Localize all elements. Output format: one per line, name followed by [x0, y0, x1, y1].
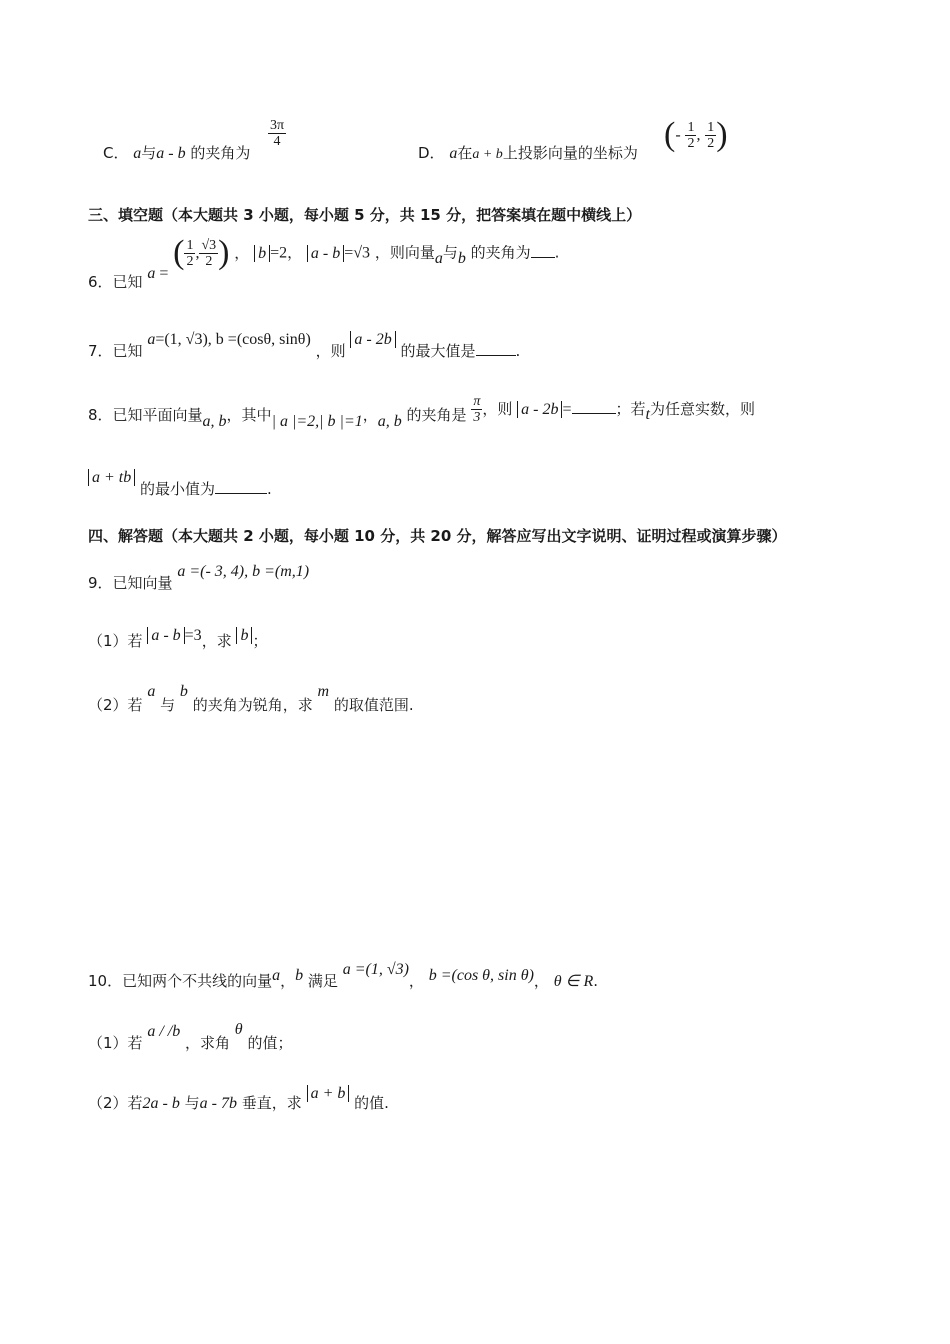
question-7: 7．已知 a=(1, √3), b =(cosθ, sinθ) ，则 a - 2b 的最大值是 . — [88, 331, 521, 360]
answer-blank-7[interactable] — [476, 341, 516, 356]
option-d[interactable]: D． a在a + b上投影向量的坐标为 — [418, 144, 638, 162]
question-8: 8．已知平面向量a, b，其中| a |=2,| b |=1，a, b 的夹角是 $\frac{\pi}{3}$ ，则 a - 2b = ；若t为任意实数，则 — [88, 394, 755, 430]
question-10: 10．已知两个不共线的向量a，b 满足 a =(1, √3)， b =(cos θ, sin θ)， θ ∈ R. — [88, 961, 599, 990]
question-6: 6．已知 a = ( $\frac{1}{2}$ , $\frac{√3}{2}$ ) ， b =2， a - b =√3 ，则向量a与b 的夹角为 . — [88, 234, 560, 291]
question-10-part-1: （1）若 a / /b ，求角 θ 的值； — [88, 1021, 293, 1052]
answer-blank-8b[interactable] — [215, 479, 267, 494]
question-8-line-2: a + tb 的最小值为 . — [88, 466, 950, 487]
section-4-heading: 四、解答题（本大题共 2 小题，每小题 10 分，共 20 分，解答应写出文字说明、证明过程或演算步骤） — [88, 527, 787, 545]
question-9: 9．已知向量 a =(- 3, 4), b =(m,1) — [88, 563, 310, 592]
option-d-coordinate: (- $\frac{1}{2}$ , $\frac{1}{2}$ ) — [664, 116, 728, 153]
answer-blank-8a[interactable] — [572, 399, 616, 414]
question-10-part-2: （2）若2a - b 与a - 7b 垂直，求 a + b 的值. — [88, 1085, 389, 1112]
section-3-heading: 三、填空题（本大题共 3 小题，每小题 5 分，共 15 分，把答案填在题中横线上） — [88, 206, 642, 224]
question-9-part-1: （1）若 a - b =3，求 b ； — [88, 627, 268, 650]
answer-blank-6[interactable] — [531, 243, 555, 258]
question-9-part-2: （2）若 a 与 b 的夹角为锐角，求 m 的取值范围. — [88, 683, 414, 714]
option-c[interactable]: C． a与a - b 的夹角为 — [103, 144, 251, 162]
option-c-fraction: $\frac{3\pi}{4}$ — [270, 118, 285, 149]
